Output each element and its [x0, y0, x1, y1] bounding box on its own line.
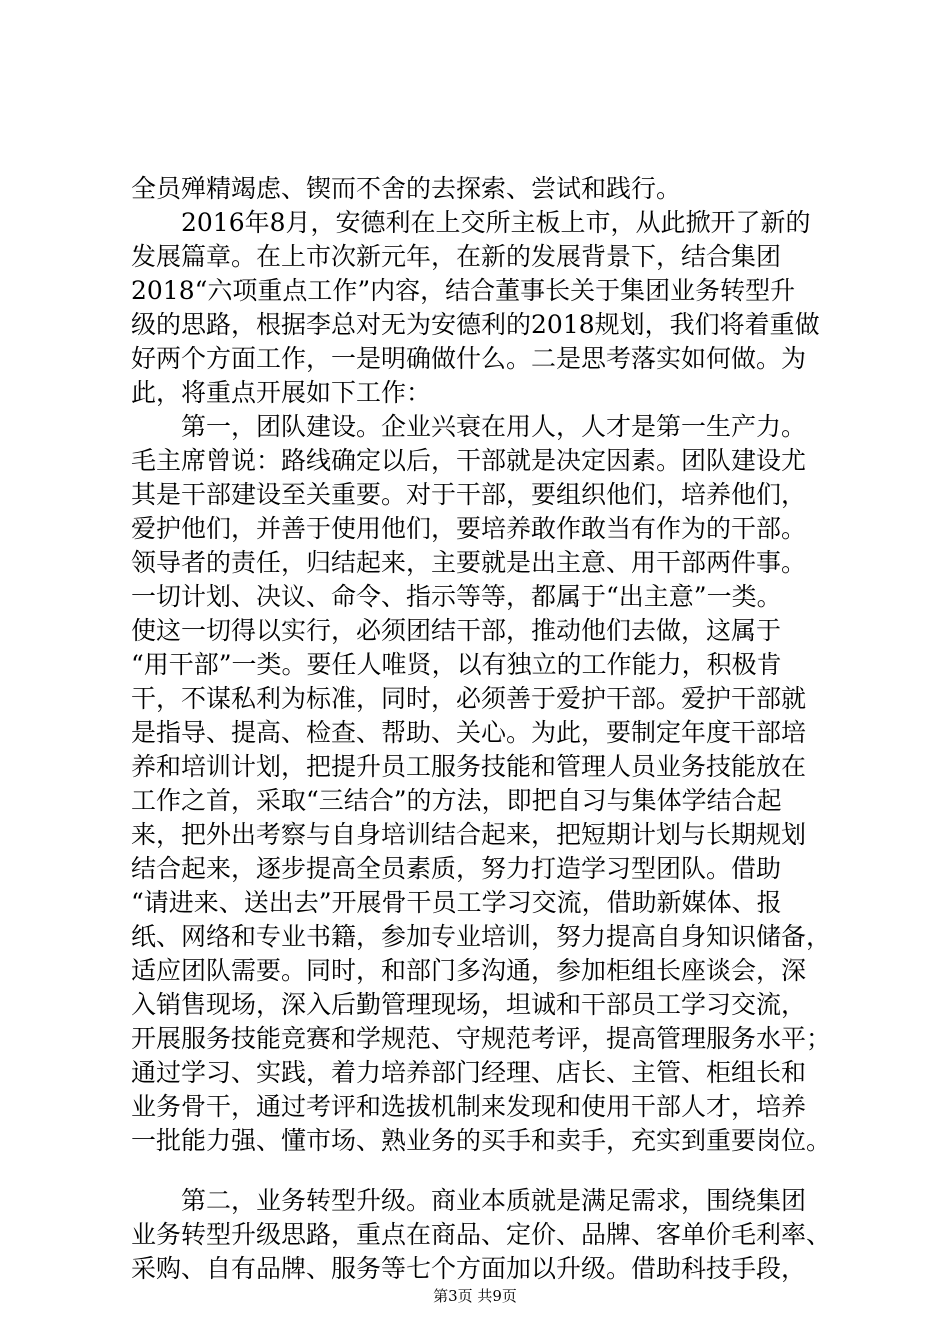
paragraph-spacer [131, 1158, 831, 1184]
text-line: 级的思路，根据李总对无为安德利的2018规划，我们将着重做 [131, 310, 820, 339]
text-line: 其是干部建设至关重要。对于干部，要组织他们，培养他们， [131, 480, 807, 509]
text-line: “用干部”一类。要任人唯贤，以有独立的工作能力，积极肯 [131, 650, 782, 679]
text-line: 通过学习、实践，着力培养部门经理、店长、主管、柜组长和 [131, 1058, 807, 1087]
text-line: 入销售现场，深入后勤管理现场，坦诚和干部员工学习交流， [131, 990, 807, 1019]
text-line: 工作之首，采取“三结合”的方法，即把自习与集体学结合起 [131, 786, 782, 815]
text-line: 领导者的责任，归结起来，主要就是出主意、用干部两件事。 [131, 548, 807, 577]
text-line: 爱护他们，并善于使用他们，要培养敢作敢当有作为的干部。 [131, 514, 807, 543]
text-line: 来，把外出考察与自身培训结合起来，把短期计划与长期规划 [131, 820, 807, 849]
text-line: 是指导、提高、检查、帮助、关心。为此，要制定年度干部培 [131, 718, 807, 747]
text-line: 适应团队需要。同时，和部门多沟通，参加柜组长座谈会，深 [131, 956, 807, 985]
text-line: 结合起来，逐步提高全员素质，努力打造学习型团队。借助 [131, 854, 782, 883]
text-line: 2016年8月，安德利在上交所主板上市，从此掀开了新的 [181, 208, 811, 237]
text-line: 此，将重点开展如下工作： [131, 378, 432, 407]
text-line: 全员殚精竭虑、锲而不舍的去探索、尝试和践行。 [131, 174, 682, 203]
text-line: 业务转型升级思路，重点在商品、定价、品牌、客单价毛利率、 [131, 1220, 832, 1249]
text-line: 第一，团队建设。企业兴衰在用人，人才是第一生产力。 [181, 412, 807, 441]
text-line: 干，不谋私利为标准，同时，必须善于爱护干部。爱护干部就 [131, 684, 807, 713]
text-line: 一切计划、决议、命令、指示等等，都属于“出主意”一类。 [131, 582, 782, 611]
text-line: 2018“六项重点工作”内容，结合董事长关于集团业务转型升 [131, 276, 796, 305]
text-line: 好两个方面工作，一是明确做什么。二是思考落实如何做。为 [131, 344, 807, 373]
text-line: 纸、网络和专业书籍，参加专业培训，努力提高自身知识储备， [131, 922, 832, 951]
body-text [131, 172, 831, 1286]
text-line: 毛主席曾说：路线确定以后，干部就是决定因素。团队建设尤 [131, 446, 807, 475]
text-line: 使这一切得以实行，必须团结干部，推动他们去做，这属于 [131, 616, 782, 645]
text-line: 发展篇章。在上市次新元年，在新的发展背景下，结合集团 [131, 242, 782, 271]
text-line: 业务骨干，通过考评和选拔机制来发现和使用干部人才，培养 [131, 1092, 807, 1121]
text-line: 第二，业务转型升级。商业本质就是满足需求，围绕集团 [181, 1186, 807, 1215]
text-line: 养和培训计划，把提升员工服务技能和管理人员业务技能放在 [131, 752, 807, 781]
text-line: 一批能力强、懂市场、熟业务的买手和卖手，充实到重要岗位。 [131, 1126, 832, 1155]
page-number-footer: 第3页 共9页 [433, 1287, 517, 1305]
text-line: “请进来、送出去”开展骨干员工学习交流，借助新媒体、报 [131, 888, 782, 917]
text-line: 开展服务技能竞赛和学规范、守规范考评，提高管理服务水平； [131, 1024, 832, 1053]
text-line: 采购、自有品牌、服务等七个方面加以升级。借助科技手段， [131, 1254, 807, 1283]
